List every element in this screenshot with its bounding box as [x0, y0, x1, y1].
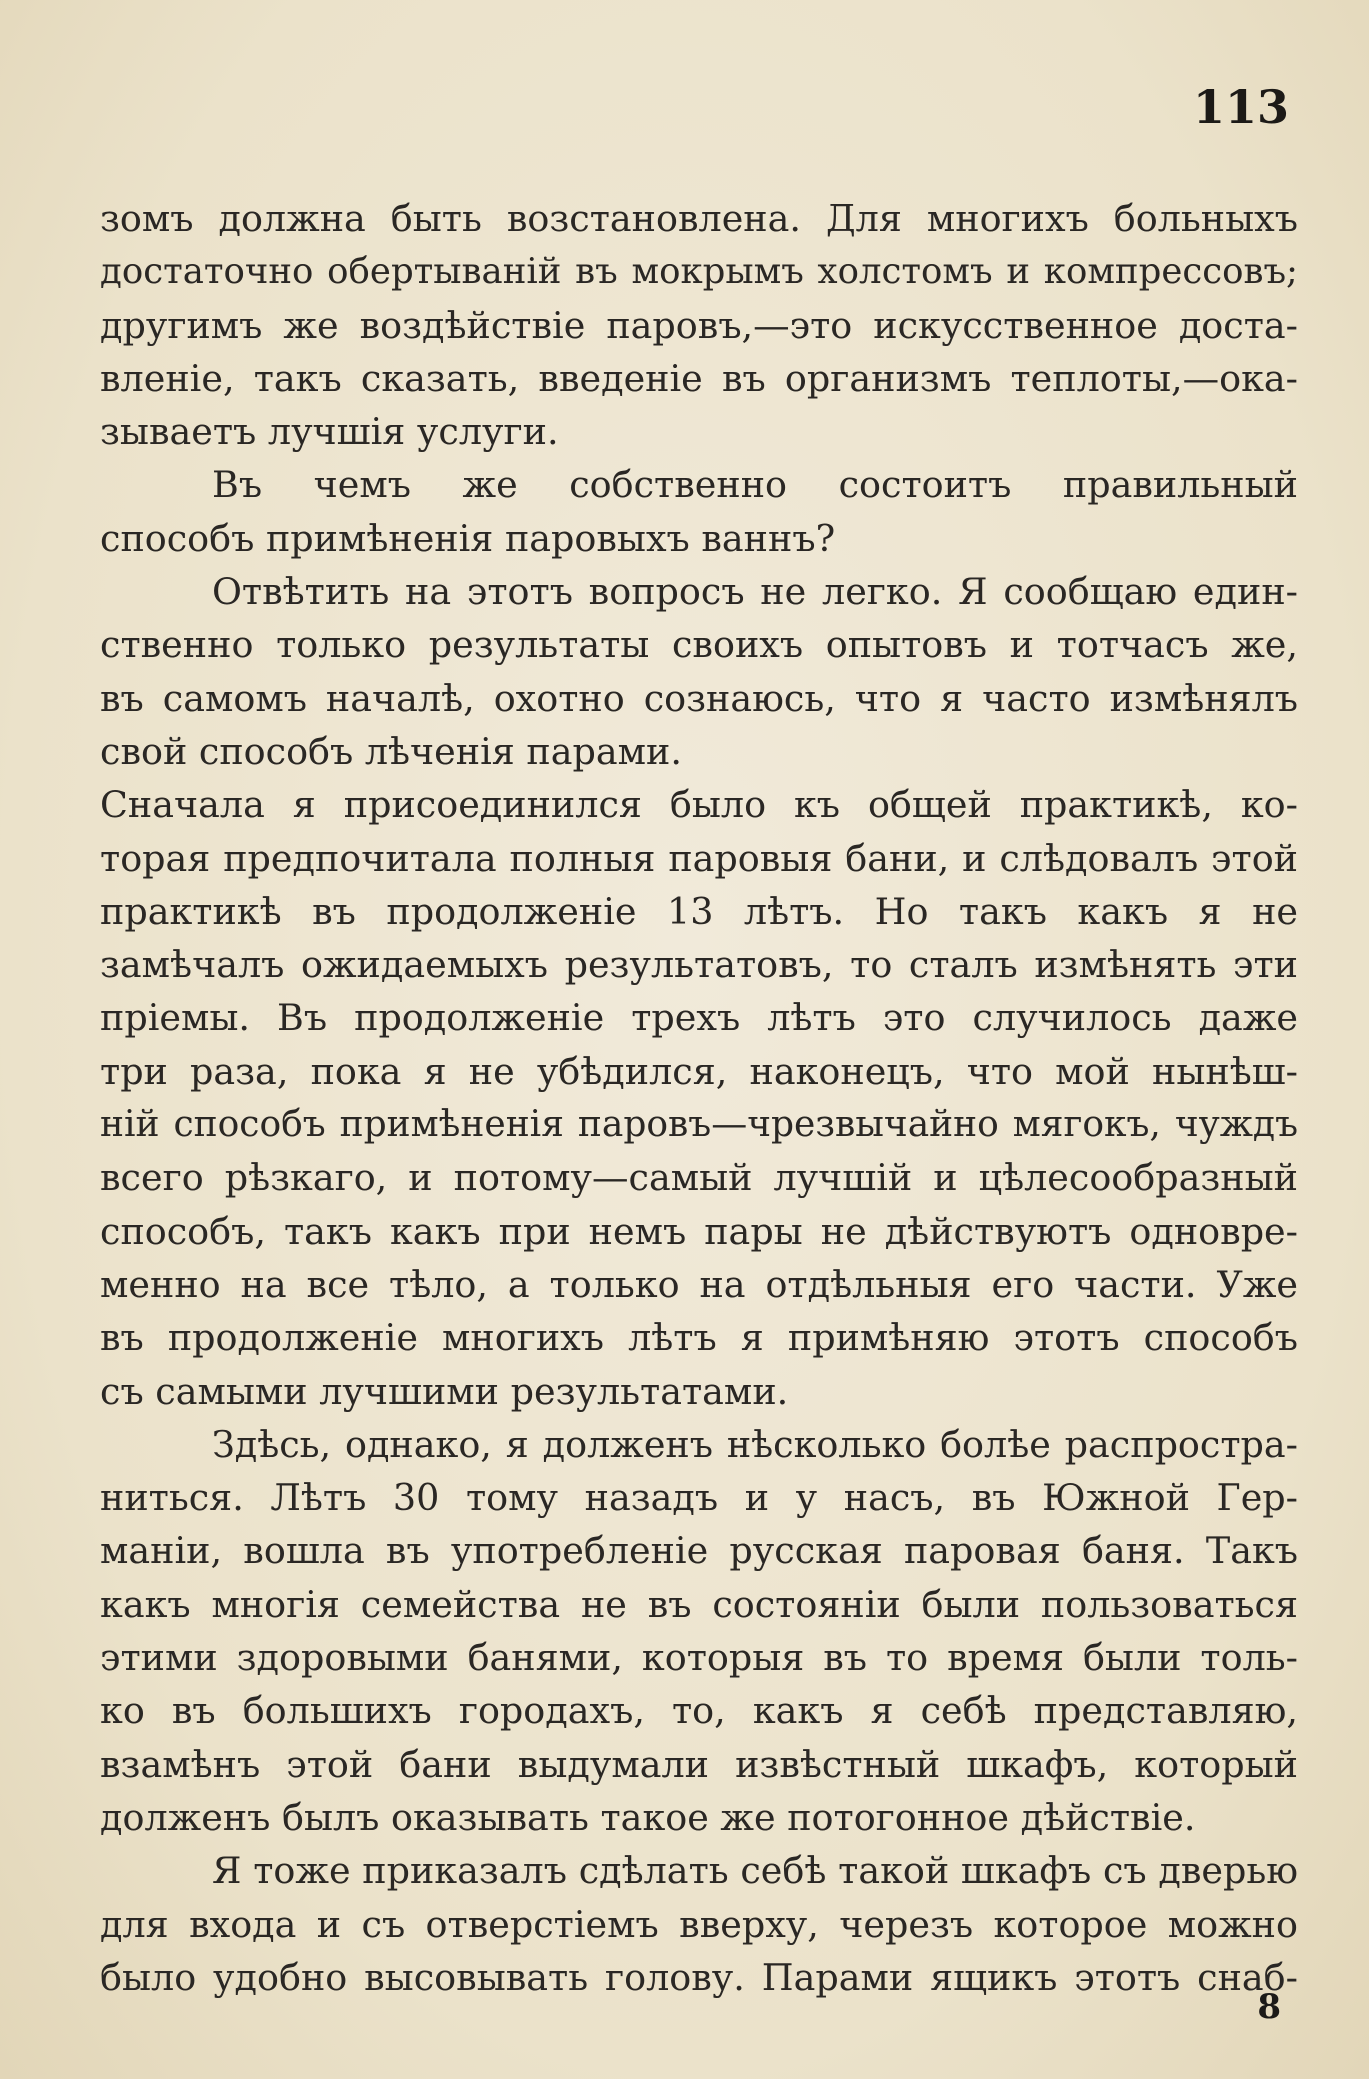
text-line: свой способъ лѣченія парами.	[100, 729, 682, 773]
signature-mark: 8	[1257, 1987, 1281, 2027]
text-line: какъ многія семейства не въ состояніи были пользоваться	[100, 1582, 1298, 1626]
text-line: съ самыми лучшими результатами.	[100, 1369, 789, 1413]
text-line: ниться. Лѣтъ 30 тому назадъ и у насъ, въ Южной Гер-	[100, 1476, 1298, 1520]
text-line: Отвѣтить на этотъ вопросъ не легко. Я сообщаю един-	[212, 570, 1298, 614]
text-line: въ самомъ началѣ, охотно сознаюсь, что я часто измѣнялъ	[100, 676, 1298, 720]
text-line: зываетъ лучшія услуги.	[100, 410, 559, 454]
text-line: способъ, такъ какъ при немъ пары не дѣйствуютъ одновре-	[100, 1209, 1298, 1253]
text-line: маніи, вошла въ употребленіе русская паровая баня. Такъ	[100, 1529, 1298, 1573]
text-line: замѣчалъ ожидаемыхъ результатовъ, то сталъ измѣнять эти	[100, 943, 1298, 987]
text-line: торая предпочитала полныя паровыя бани, и слѣдовалъ этой	[100, 836, 1298, 880]
text-line: этими здоровыми банями, которыя въ то время были толь-	[100, 1636, 1298, 1680]
text-line: ній способъ примѣненія паровъ—чрезвычайно мягокъ, чуждъ	[100, 1104, 1298, 1146]
text-line: для входа и съ отверстіемъ вверху, черезъ которое можно	[100, 1902, 1298, 1946]
text-line: было удобно высовывать голову. Парами ящикъ этотъ снаб-	[100, 1955, 1298, 1999]
text-line: способъ примѣненія паровыхъ ваннъ?	[100, 516, 836, 560]
text-line: всего рѣзкаго, и потому—самый лучшій и цѣлесообразный	[100, 1156, 1298, 1200]
text-line: пріемы. Въ продолженіе трехъ лѣтъ это случилось даже	[100, 996, 1298, 1040]
body-text	[100, 192, 1298, 2004]
text-line: ко въ большихъ городахъ, то, какъ я себѣ представляю,	[100, 1689, 1298, 1733]
text-line: три раза, пока я не убѣдился, наконецъ, что мой нынѣш-	[100, 1049, 1298, 1093]
text-line: практикѣ въ продолженіе 13 лѣтъ. Но такъ какъ я не	[100, 889, 1298, 933]
text-line: достаточно обертываній въ мокрымъ холстомъ и компрессовъ;	[100, 251, 1298, 293]
text-line: другимъ же воздѣйствіе паровъ,—это искусственное доста-	[100, 303, 1298, 347]
text-line: Въ чемъ же собственно состоитъ правильный	[212, 463, 1298, 507]
text-line: взамѣнъ этой бани выдумали извѣстный шкафъ, который	[100, 1742, 1298, 1786]
page-number: 113	[1192, 80, 1289, 134]
text-line: въ продолженіе многихъ лѣтъ я примѣняю этотъ способъ	[100, 1316, 1298, 1360]
text-line: Здѣсь, однако, я долженъ нѣсколько болѣе распростра-	[212, 1422, 1298, 1466]
text-line: Я тоже приказалъ сдѣлать себѣ такой шкафъ съ дверью	[212, 1849, 1298, 1893]
text-line: ственно только результаты своихъ опытовъ и тотчасъ же,	[100, 623, 1298, 667]
text-line: долженъ былъ оказывать такое же потогонное дѣйствіе.	[100, 1795, 1196, 1839]
text-line: вленіе, такъ сказать, введеніе въ организмъ теплоты,—ока-	[100, 356, 1298, 400]
text-line: зомъ должна быть возстановлена. Для многихъ больныхъ	[100, 197, 1298, 240]
text-line: менно на все тѣло, а только на отдѣльныя его части. Уже	[100, 1262, 1298, 1306]
text-line: Сначала я присоединился было къ общей практикѣ, ко-	[100, 783, 1298, 827]
